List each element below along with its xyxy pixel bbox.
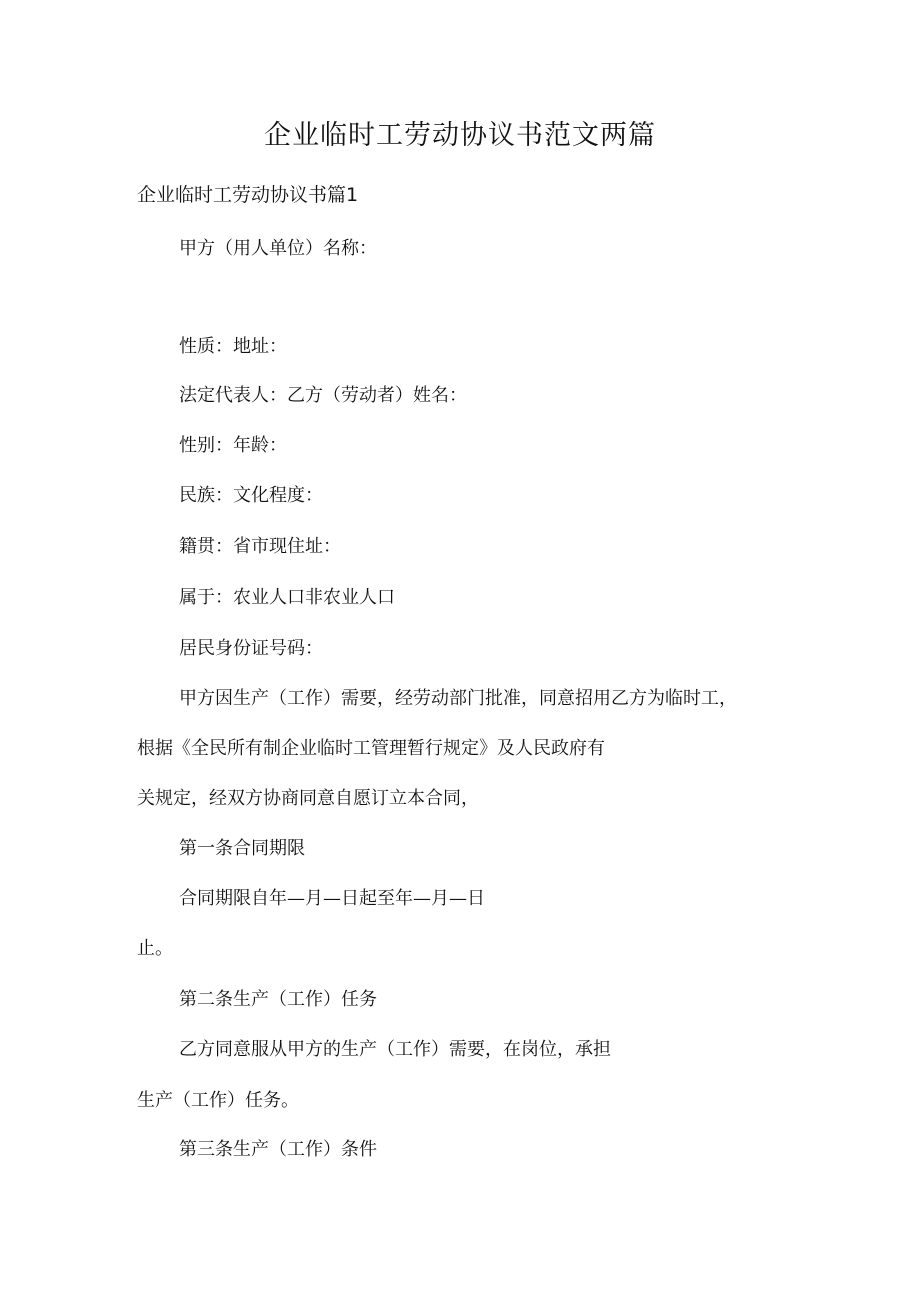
ethnicity-education-line: 民族：文化程度： <box>179 485 323 506</box>
id-number-line: 居民身份证号码： <box>179 638 323 659</box>
article-2-text-line-1: 乙方同意服从甲方的生产（工作）需要，在岗位，承担 <box>179 1039 611 1060</box>
preamble-line-1: 甲方因生产（工作）需要，经劳动部门批准，同意招用乙方为临时工， <box>179 688 737 709</box>
article-2-text-line-2: 生产（工作）任务。 <box>137 1090 299 1111</box>
household-type-line: 属于：农业人口非农业人口 <box>179 587 395 608</box>
nature-address-line: 性质：地址： <box>179 336 287 357</box>
employer-name-line: 甲方（用人单位）名称： <box>179 238 377 259</box>
section-heading: 企业临时工劳动协议书篇1 <box>137 184 359 206</box>
article-1-text-line-1: 合同期限自年—月—日起至年—月—日 <box>179 888 485 909</box>
preamble-line-2: 根据《全民所有制企业临时工管理暂行规定》及人民政府有 <box>137 738 605 759</box>
article-3-heading: 第三条生产（工作）条件 <box>179 1139 377 1160</box>
legal-representative-line: 法定代表人：乙方（劳动者）姓名： <box>179 385 467 406</box>
gender-age-line: 性别：年龄： <box>179 435 287 456</box>
native-place-line: 籍贯：省市现住址： <box>179 536 341 557</box>
article-2-heading: 第二条生产（工作）任务 <box>179 989 377 1010</box>
article-1-heading: 第一条合同期限 <box>179 838 305 859</box>
document-title: 企业临时工劳动协议书范文两篇 <box>264 120 656 151</box>
preamble-line-3: 关规定，经双方协商同意自愿订立本合同， <box>137 788 479 809</box>
article-1-text-line-2: 止。 <box>137 938 173 959</box>
